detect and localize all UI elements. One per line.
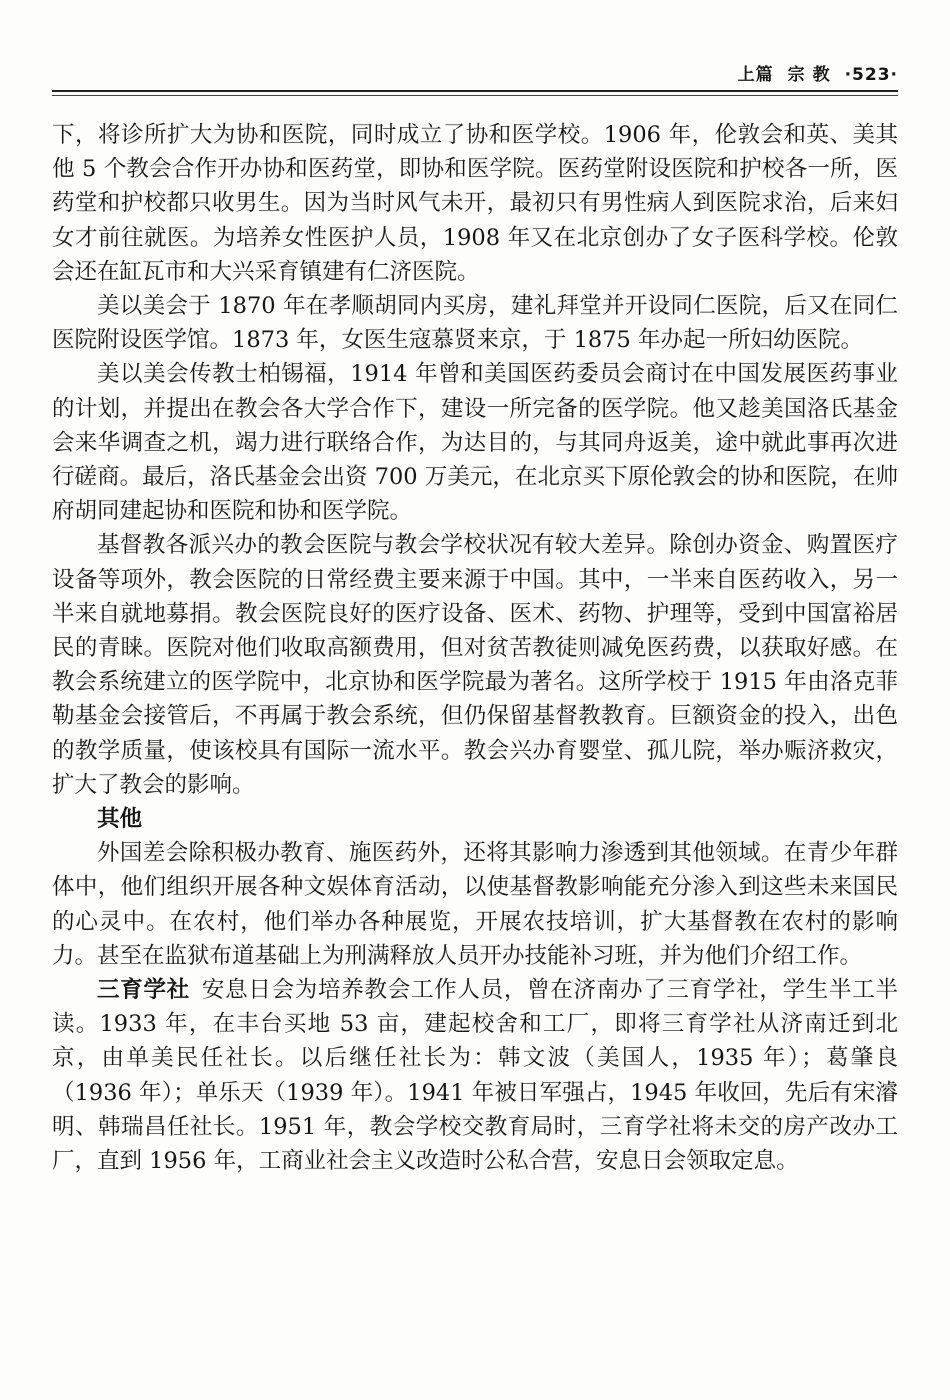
paragraph-church-hospitals: 基督教各派兴办的教会医院与教会学校状况有较大差异。除创办资金、购置医疗设备等项外，教会医院的日常经费主要来源于中国。其中，一半来自医药收入，另一半来自就地募捐。教会医院良好的医疗设备、医术、药物、护理等，受到中国富裕居民的青睐。医院对他们收取高额费用，但对贫苦教徒则减免医药费，以获取好感。在教会系统建立的医学院中，北京协和医学院最为著名。这所学校于 1915 年由洛克菲勒基金会接管后，不再属于教会系统，但仍保留基督教教育。巨额资金的投入，出色的教学质量，使该校具有国际一流水平。教会兴办育婴堂、孤儿院，举办赈济救灾，扩大了教会的影响。 xyxy=(52,532,898,798)
run-in-title: 三育学社 xyxy=(97,977,190,1004)
paragraph-sanyu-society xyxy=(52,973,898,1178)
body-text xyxy=(52,118,898,1178)
page-number: ·523· xyxy=(844,65,898,85)
paragraph-continued: 下，将诊所扩大为协和医院，同时成立了协和医学校。1906 年，伦敦会和英、美其他 5 个教会合作开办协和医药堂，即协和医学院。医药堂附设医院和护校各一所，医药堂和护校都只收男生。因为当时风气未开，最初只有男性病人到医院求治，后来妇女才前往就医。为培养女性医护人员，1908 年又在北京创办了女子医科学校。伦敦会还在缸瓦市和大兴采育镇建有仁济医院。 xyxy=(52,122,898,285)
section-label: 上篇 xyxy=(737,65,774,85)
subheading-other: 其他 xyxy=(97,806,143,833)
paragraph-peking-union: 美以美会传教士柏锡福，1914 年曾和美国医药委员会商讨在中国发展医药事业的计划，并提出在教会各大学合作下，建设一所完备的医学院。他又趁美国洛氏基金会来华调查之机，竭力进行联络合作，为达目的，与其同舟返美，途中就此事再次进行磋商。最后，洛氏基金会出资 700 万美元，在北京买下原伦敦会的协和医院，在帅府胡同建起协和医院和协和医学院。 xyxy=(52,361,898,525)
paragraph-methodist-hospital: 美以美会于 1870 年在孝顺胡同内买房，建礼拜堂并开设同仁医院，后又在同仁医院附设医学馆。1873 年，女医生寇慕贤来京，于 1875 年办起一所妇幼医院。 xyxy=(52,293,898,354)
header-rule-thick xyxy=(52,90,898,92)
paragraph-other-fields: 外国差会除积极办教育、施医药外，还将其影响力渗透到其他领域。在青少年群体中，他们组织开展各种文娱体育活动，以使基督教影响能充分渗入到这些未来国民的心灵中。在农村，他们举办各种展览，开展农技培训，扩大基督教在农村的影响力。甚至在监狱布道基础上为刑满释放人员开办技能补习班，并为他们介绍工作。 xyxy=(52,840,898,969)
chapter-label: 宗 教 xyxy=(787,65,831,85)
running-head xyxy=(52,62,898,88)
header-rule-thin xyxy=(52,95,898,96)
paragraph-sanyu-text: 安息日会为培养教会工作人员，曾在济南办了三育学社，学生半工半读。1933 年，在丰台买地 53 亩，建起校舍和工厂，即将三育学社从济南迁到北京，由单美民任社长。以后继任社长为：韩文波（美国人，1935 年）；葛肇良（1936 年）；单乐天（1939 年）。1941 年被日军强占，1945 年收回，先后有宋濬明、韩瑞昌任社长。1951 年，教会学校交教育局时，三育学社将未交的房产改办工厂，直到 1956 年，工商业社会主义改造时公私合营，安息日会领取定息。 xyxy=(52,977,898,1175)
